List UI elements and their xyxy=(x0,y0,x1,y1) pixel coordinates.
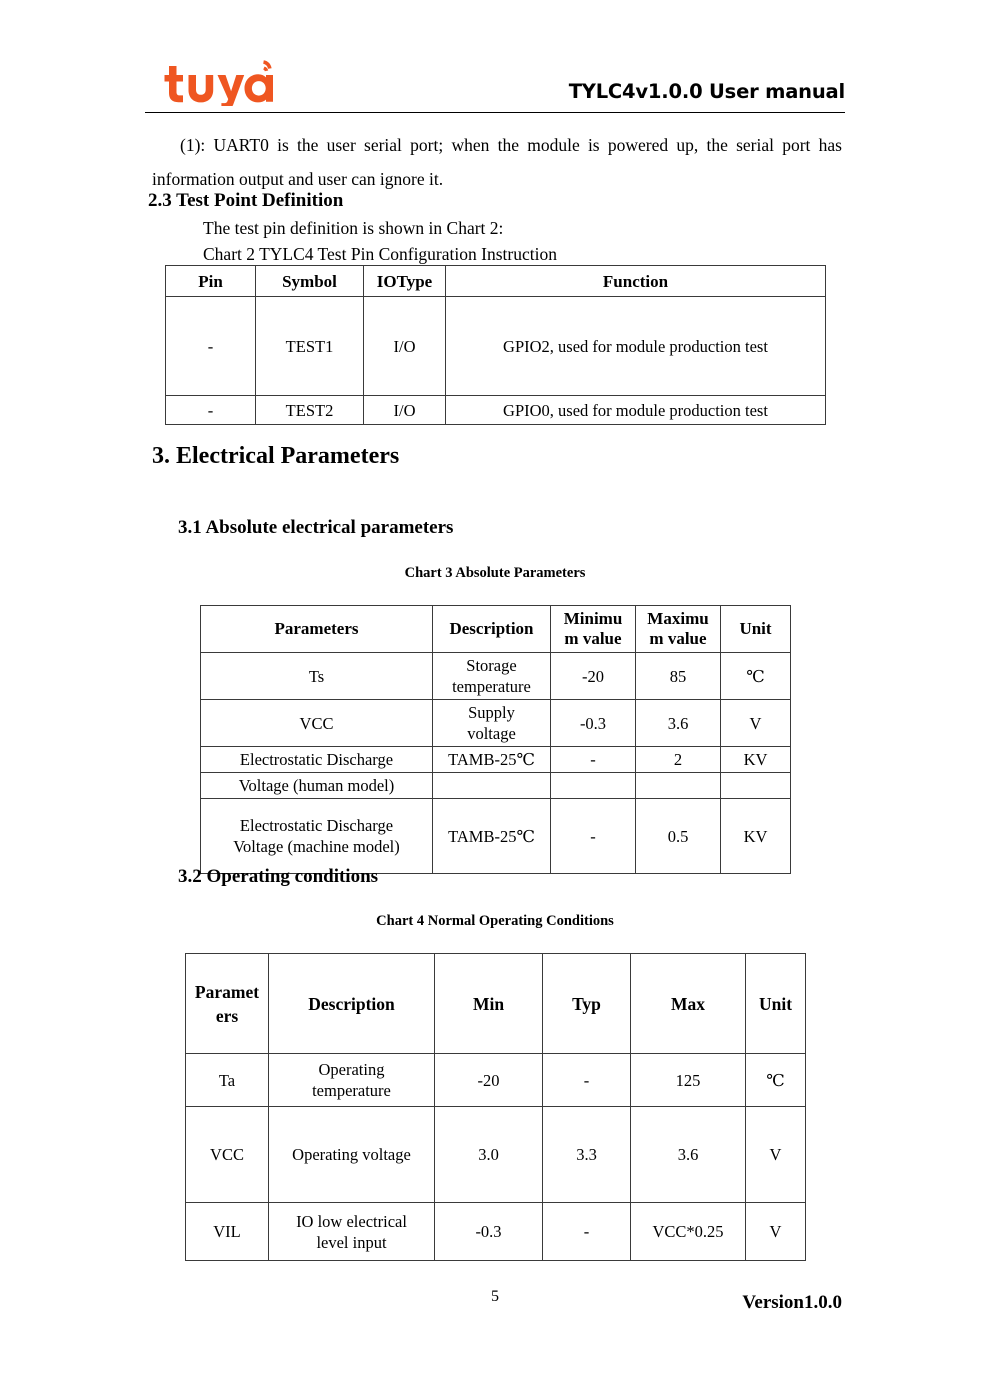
cell-description-line2: voltage xyxy=(467,724,516,743)
cell-parameter-line2: Voltage (machine model) xyxy=(233,837,400,856)
cell-parameter: VCC xyxy=(186,1107,269,1203)
cell-description: Operating voltage xyxy=(269,1107,435,1203)
cell-typ: - xyxy=(543,1203,631,1261)
col-header-maximum-value xyxy=(636,606,721,653)
cell-minimum: - xyxy=(551,799,636,874)
col-header-iotype: IOType xyxy=(364,266,446,297)
chart2-intro-line: The test pin definition is shown in Chart 2: xyxy=(203,218,504,238)
cell-unit: V xyxy=(721,700,791,747)
intro-note-paragraph: (1): UART0 is the user serial port; when the module is powered up, the serial port has information output and user can ignore it. xyxy=(152,135,842,189)
table-header-row xyxy=(186,954,806,1054)
cell-unit: KV xyxy=(721,799,791,874)
cell-description xyxy=(433,773,551,799)
cell-min: -20 xyxy=(435,1054,543,1107)
cell-min: 3.0 xyxy=(435,1107,543,1203)
table-row xyxy=(166,297,826,396)
cell-maximum: 2 xyxy=(636,747,721,773)
cell-maximum: 3.6 xyxy=(636,700,721,747)
col-header-minimum-value xyxy=(551,606,636,653)
cell-parameter: Voltage (human model) xyxy=(201,773,433,799)
cell-parameter-line1: Electrostatic Discharge xyxy=(239,816,394,835)
col-header-max: Max xyxy=(631,954,746,1054)
cell-parameter: Ta xyxy=(186,1054,269,1107)
header-divider xyxy=(145,112,845,113)
cell-description xyxy=(433,700,551,747)
cell-iotype: I/O xyxy=(364,297,446,396)
table-row xyxy=(201,799,791,874)
cell-description-line2: temperature xyxy=(452,677,531,696)
cell-parameter xyxy=(201,799,433,874)
cell-function: GPIO0, used for module production test xyxy=(446,396,826,425)
table-row xyxy=(201,700,791,747)
chart4-caption: Chart 4 Normal Operating Conditions xyxy=(376,913,614,929)
cell-unit: KV xyxy=(721,747,791,773)
tuya-logo xyxy=(163,58,273,106)
col-header-function: Function xyxy=(446,266,826,297)
footer-version: Version1.0.0 xyxy=(742,1292,842,1313)
cell-description xyxy=(269,1054,435,1107)
table-row xyxy=(201,773,791,799)
cell-minimum: -20 xyxy=(551,653,636,700)
cell-description-line1: Storage xyxy=(466,656,517,675)
header-title: TYLC4v1.0.0 User manual xyxy=(568,80,845,103)
cell-maximum: 85 xyxy=(636,653,721,700)
table-chart2 xyxy=(165,265,826,425)
col-header-min: Min xyxy=(435,954,543,1054)
cell-maximum: 0.5 xyxy=(636,799,721,874)
col-header-maximum-line1: Maximu xyxy=(647,609,709,628)
table-row xyxy=(186,1203,806,1261)
heading-2-3: 2.3 Test Point Definition xyxy=(148,190,344,211)
col-header-description: Description xyxy=(269,954,435,1054)
cell-parameter: Electrostatic Discharge xyxy=(201,747,433,773)
table-row xyxy=(166,396,826,425)
col-header-unit: Unit xyxy=(721,606,791,653)
cell-minimum: -0.3 xyxy=(551,700,636,747)
cell-unit: V xyxy=(746,1107,806,1203)
cell-description-line2: temperature xyxy=(312,1081,391,1100)
cell-parameter: Ts xyxy=(201,653,433,700)
col-header-unit: Unit xyxy=(746,954,806,1054)
table-header-row xyxy=(201,606,791,653)
cell-symbol: TEST1 xyxy=(256,297,364,396)
cell-iotype: I/O xyxy=(364,396,446,425)
cell-description-line1: Supply xyxy=(468,703,515,722)
chart2-caption: Chart 2 TYLC4 Test Pin Configuration Instruction xyxy=(203,244,557,264)
cell-typ: - xyxy=(543,1054,631,1107)
cell-max: 125 xyxy=(631,1054,746,1107)
cell-description xyxy=(433,653,551,700)
cell-symbol: TEST2 xyxy=(256,396,364,425)
heading-3-1: 3.1 Absolute electrical parameters xyxy=(178,517,454,538)
cell-unit xyxy=(721,773,791,799)
cell-min: -0.3 xyxy=(435,1203,543,1261)
col-header-symbol: Symbol xyxy=(256,266,364,297)
table-row xyxy=(186,1054,806,1107)
cell-max: 3.6 xyxy=(631,1107,746,1203)
page-header xyxy=(145,52,845,114)
table-row xyxy=(201,653,791,700)
table-header-row xyxy=(166,266,826,297)
cell-description-line1: Operating xyxy=(318,1060,385,1079)
cell-parameter: VIL xyxy=(186,1203,269,1261)
col-header-parameters: Parameters xyxy=(201,606,433,653)
cell-unit: V xyxy=(746,1203,806,1261)
cell-minimum: - xyxy=(551,747,636,773)
cell-maximum xyxy=(636,773,721,799)
table-row xyxy=(201,747,791,773)
footer-page-number: 5 xyxy=(491,1288,499,1305)
col-header-parameters-line1: Paramet xyxy=(194,981,260,1002)
col-header-parameters-line2: ers xyxy=(215,1005,239,1026)
chart3-caption: Chart 3 Absolute Parameters xyxy=(404,565,586,581)
table-row xyxy=(186,1107,806,1203)
col-header-typ: Typ xyxy=(543,954,631,1054)
cell-typ: 3.3 xyxy=(543,1107,631,1203)
cell-minimum xyxy=(551,773,636,799)
cell-pin: - xyxy=(166,396,256,425)
col-header-description: Description xyxy=(433,606,551,653)
cell-unit: ℃ xyxy=(746,1054,806,1107)
table-chart3 xyxy=(200,605,791,874)
cell-description-line2: level input xyxy=(316,1232,387,1252)
col-header-minimum-line2: m value xyxy=(564,629,622,648)
cell-max: VCC*0.25 xyxy=(631,1203,746,1261)
cell-description: TAMB-25℃ xyxy=(433,799,551,874)
cell-unit: ℃ xyxy=(721,653,791,700)
cell-description: TAMB-25℃ xyxy=(433,747,551,773)
cell-description xyxy=(269,1203,435,1261)
cell-pin: - xyxy=(166,297,256,396)
col-header-maximum-line2: m value xyxy=(649,629,707,648)
col-header-minimum-line1: Minimu xyxy=(563,609,623,628)
col-header-pin: Pin xyxy=(166,266,256,297)
cell-parameter: VCC xyxy=(201,700,433,747)
heading-3: 3. Electrical Parameters xyxy=(152,443,400,469)
col-header-parameters xyxy=(186,954,269,1054)
cell-function: GPIO2, used for module production test xyxy=(446,297,826,396)
tuya-logo-icon xyxy=(163,58,273,106)
heading-3-2: 3.2 Operating conditions xyxy=(178,866,379,887)
cell-description-line1: IO low electrical xyxy=(296,1211,407,1231)
table-chart4 xyxy=(185,953,806,1261)
